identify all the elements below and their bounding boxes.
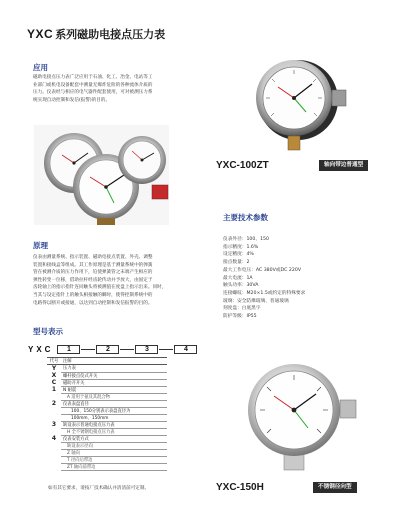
code-value: 压力表	[61, 365, 167, 373]
principle-line: 装置和接线盒等组成。其工作原理是基于测量系统中的弹簧	[33, 262, 153, 268]
table-row	[47, 386, 167, 393]
principle-text	[33, 254, 166, 307]
spec-row: 接点数量：2	[223, 260, 250, 266]
spec-row: 连接螺纹：M20×1.5或约定的特殊要求	[223, 290, 306, 296]
model-code-prefix: YXC	[28, 345, 54, 354]
code-value: 螺杆接点仪式开关	[61, 372, 167, 379]
code-value: 100、150分别表示表盘直径为	[61, 407, 167, 414]
application-heading: 应用	[33, 63, 48, 72]
model-code-dash	[159, 349, 173, 350]
table-row	[47, 393, 167, 400]
code-key: 1	[51, 386, 57, 393]
table-row	[47, 414, 167, 421]
application-line: 压力。仪表经与相应的电气器件配套使用，可对被测压力系	[33, 90, 153, 96]
model-100zt-name: YXC-100ZT	[216, 160, 269, 171]
application-text	[33, 74, 152, 104]
spec-row: 指示精度：1.6%	[223, 244, 259, 250]
spec-row: 最大工作电压：AC 380V或DC 220V	[223, 267, 302, 273]
code-key: 2	[51, 400, 57, 407]
specs-list	[223, 236, 305, 321]
code-key: 4	[51, 435, 57, 442]
code-key	[47, 449, 61, 456]
principle-line: 当其与设定指针上的触头相接触的瞬时，使得控制系统中的	[33, 292, 153, 298]
table-row	[47, 428, 167, 435]
title-text: 系列磁助电接点压力表	[55, 28, 166, 41]
code-value: Z 轴向	[61, 449, 167, 456]
table-row	[47, 449, 167, 456]
model-code-box: 4	[174, 345, 197, 354]
code-value: 缺设表示普通电接点压力表	[61, 421, 167, 428]
code-value: H 全不锈钢电接点压力表	[61, 428, 167, 435]
table-row	[47, 372, 167, 379]
code-key	[47, 393, 61, 400]
model-code-heading: 型号表示	[33, 327, 63, 336]
spec-row: 仪表外径：100、150	[223, 237, 270, 242]
code-value: N 耐震	[61, 386, 167, 393]
code-value: 磁助开开关	[61, 379, 167, 386]
code-value: 100mm、150mm	[61, 414, 167, 421]
code-value: 仪表安装方式	[61, 435, 167, 442]
principle-line: 电路得以断开或接通，以达到自动控制和发信报警的目的。	[33, 300, 153, 306]
table-row	[47, 456, 167, 463]
table-row	[47, 435, 167, 442]
specs-heading: 主要技术参数	[223, 213, 268, 222]
model-code-box: 1	[57, 345, 80, 354]
spec-row: 设定精度：4%	[223, 252, 254, 258]
model-code-dash	[81, 349, 95, 350]
code-value: T 径向后带边	[61, 456, 167, 463]
code-value: 缺设表示径向	[61, 442, 167, 449]
principle-line: 管在被测介质的压力作用下，迫使弹簧管之末端产生相应的	[33, 270, 153, 276]
application-line: 业部门或机电设备配套中测量无爆炸危险的各种流体介质的	[33, 82, 153, 88]
page-title	[27, 26, 165, 42]
code-key	[47, 442, 61, 449]
model-100zt-tag: 轴向带边普通型	[319, 160, 368, 171]
table-header-code: 代号	[47, 358, 61, 365]
code-key: C	[51, 379, 57, 386]
code-key: Y	[51, 365, 57, 372]
product-group-photo	[34, 125, 169, 225]
code-value: ZT 轴向前带边	[61, 463, 167, 470]
spec-row: 刻度盘：白底黑字	[223, 306, 261, 312]
model-code-box: 2	[96, 345, 119, 354]
table-header-note: 注解	[61, 358, 167, 365]
spec-row: 触头功率：30VA	[223, 283, 259, 289]
code-key	[47, 456, 61, 463]
principle-heading: 原理	[33, 241, 48, 250]
table-row	[47, 400, 167, 407]
table-row	[47, 365, 167, 373]
gauge-100zt-photo	[236, 54, 366, 154]
code-key: X	[51, 372, 57, 379]
application-line: 统实现自动控制和发信(报警)的目的。	[33, 97, 111, 103]
model-150h-tag: 不锈钢径向型	[313, 482, 357, 493]
gauge-150h-photo	[222, 360, 372, 475]
spec-row: 最大电流：1A	[223, 275, 253, 281]
table-row	[47, 421, 167, 428]
table-row	[47, 379, 167, 386]
model-code-dash	[120, 349, 134, 350]
code-value: A 适用于氨及其混合物	[61, 393, 167, 400]
code-key: 3	[51, 421, 57, 428]
principle-line: 仪表由测量系统、指示装置、磁助电接点装置、外壳、调整	[33, 255, 153, 260]
table-row	[47, 442, 167, 449]
footnote: 如有其它要求，请按厂技术确认并清清前可定制。	[48, 486, 150, 491]
spec-row: 防护等级：IP55	[223, 314, 257, 320]
table-row	[47, 463, 167, 470]
table-row	[47, 407, 167, 414]
application-line: 磁助电接点压力表广泛应用于石油、化工、冶金、电站等工	[33, 75, 153, 80]
model-code-box: 3	[135, 345, 158, 354]
principle-line: 齿轮轴上的指示指针连同触头将被测值在度盘上指示出来。同时，	[33, 285, 167, 291]
principle-line: 弹性转变一位移，借助拉杆经齿轮传动并予放大，由固定于	[33, 277, 153, 283]
code-key	[47, 463, 61, 470]
table-header-row	[47, 358, 167, 365]
code-key	[47, 407, 61, 414]
model-code-formula	[28, 345, 197, 354]
title-brand: YXC	[27, 27, 54, 41]
code-value: 仪表表盘直径	[61, 400, 167, 407]
code-key	[47, 414, 61, 421]
spec-row: 玻璃：安全防爆玻璃、普通玻璃	[223, 298, 289, 304]
model-code-table	[47, 357, 167, 471]
code-key	[47, 428, 61, 435]
model-150h-name: YXC-150H	[216, 482, 264, 493]
